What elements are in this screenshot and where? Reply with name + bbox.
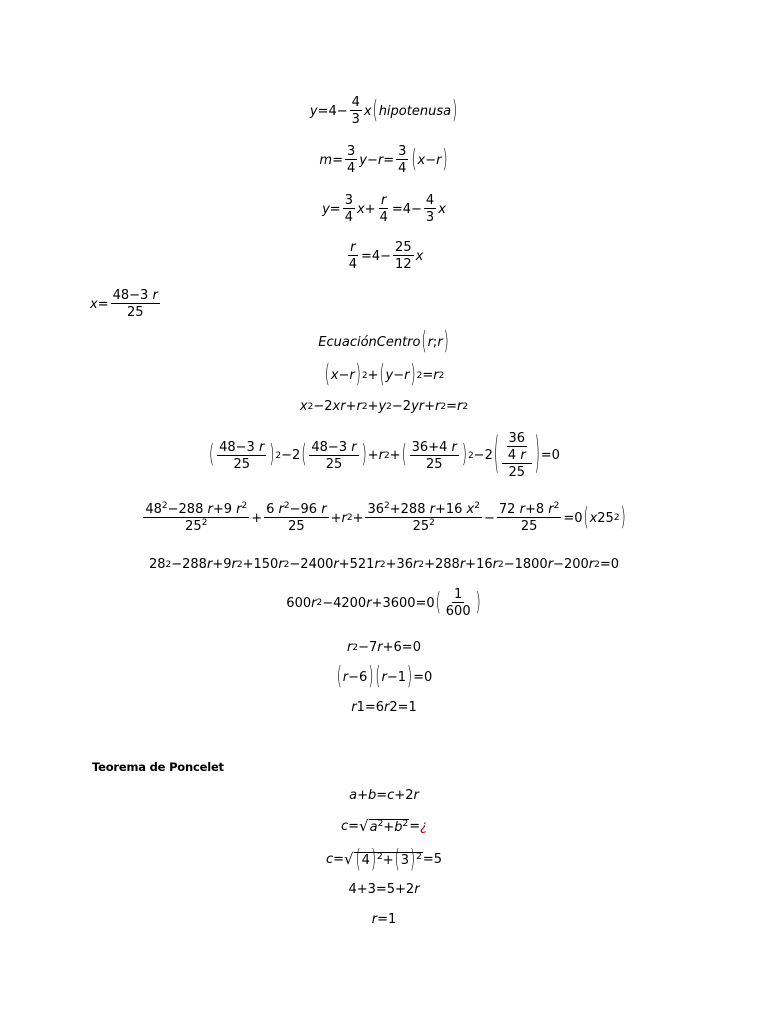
equation-roots: r 1=6 r 2=1	[351, 700, 417, 715]
equation-radius-result: r =1	[371, 912, 397, 927]
equation-circle: ( x − r ) 2 + ( y − r ) 2 = r 2	[324, 361, 445, 390]
equation-circle-expanded: x 2 −2 xr + r 2 + y 2 −2 yr + r 2 = r 2	[299, 399, 469, 414]
equation-hypotenuse-line: y =4− $\frac{4}{3}$ x ( hipotenusa )	[309, 95, 458, 127]
equation-expanded-fractions: $\frac{48^2-288 r+9 r^2}{25^2}$ + $\frac{6 r^2-96 r}{25}$ + r 2 + $\frac{36^2+288 r+16 x^2}{25^2}$ − $\frac{72 r+8 r^2}{25}$ =0 ( x 25 2 )	[145, 501, 626, 534]
equation-slope: m = $\frac{3}{4}$ y − r = $\frac{3}{4}$ ( x − r )	[319, 144, 448, 176]
hypotenuse-word: hipotenusa	[378, 103, 452, 119]
equation-center-label: EcuaciónCentro ( r ; r )	[318, 328, 449, 357]
equation-substitution: ( $\frac{48-3 r}{25}$ ) 2 −2 ( $\frac{48-3 r}{25}$ ) + r 2 + ( $\frac{36+4 r}{25}$ ) 2 −2 ( $\frac{\frac{36}{4 r}}{25}$ ) =0	[209, 430, 560, 481]
equation-quadratic-scaled: 600 r 2 −4200 r +3600=0 ( $\frac{1}{600}$ )	[286, 587, 481, 619]
section-heading-poncelet: Teorema de Poncelet	[92, 760, 224, 774]
equation-r-over-4: $\frac{r}{4}$ =4− $\frac{25}{12}$ x	[348, 240, 424, 272]
equation-x-solution: x = $\frac{48-3 r}{25}$	[90, 288, 158, 320]
equation-pythagoras: c = √ $a^2+b^2$ = ¿	[340, 817, 428, 835]
equation-poncelet: a + b = c +2 r	[349, 788, 419, 803]
inverted-question-mark: ¿	[420, 819, 428, 834]
sqrt-icon: √	[359, 817, 369, 835]
equation-intersection: y = $\frac{3}{4}$ x + $\frac{r}{4}$ =4− $\frac{4}{3}$ x	[322, 193, 446, 225]
equation-long-polynomial: 28 2 −288 r +9 r 2 +150 r 2 −2400 r +521 r 2 +36 r 2 +288 r +16 r 2 −1800 r −200 r 2 =0	[148, 557, 620, 572]
equation-poncelet-substituted: 4+3=5+2 r	[348, 882, 420, 897]
sqrt-icon: √	[344, 850, 354, 868]
equation-factored: ( r −6 ) ( r −1 ) =0	[336, 663, 433, 692]
equation-quadratic: r 2 −7 r +6=0	[347, 640, 421, 655]
equation-hypotenuse-value: c = √ $(4)^2+(3)^2$ =5	[325, 846, 443, 875]
